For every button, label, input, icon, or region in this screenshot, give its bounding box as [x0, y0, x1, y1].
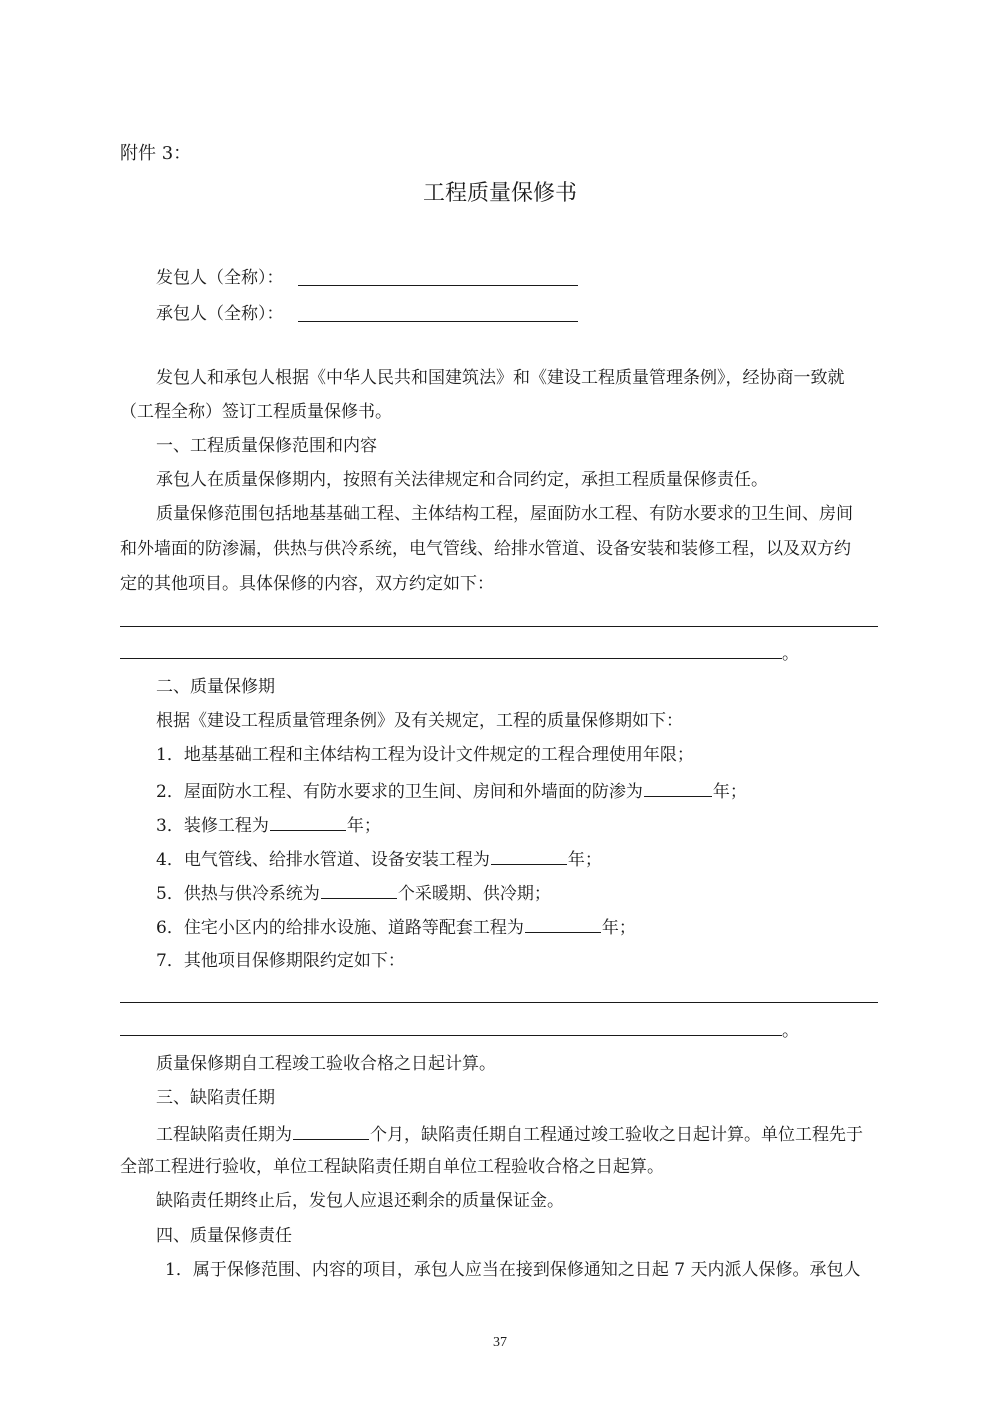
employer-name-blank[interactable] — [298, 285, 578, 286]
section3-paragraph-1 — [156, 1123, 863, 1145]
warranty-period-calc: 质量保修期自工程竣工验收合格之日起计算。 — [156, 1054, 496, 1074]
section4-heading: 四、质量保修责任 — [156, 1226, 292, 1246]
intro-line-2: （工程全称）签订工程质量保修书。 — [120, 402, 392, 422]
section2-end-mark: 。 — [782, 1021, 799, 1041]
section4-item-1: 1．属于保修范围、内容的项目，承包人应当在接到保修通知之日起 7 天内派人保修。承包人 — [165, 1260, 861, 1280]
section2-intro: 根据《建设工程质量管理条例》及有关规定，工程的质量保修期如下： — [156, 711, 683, 731]
warranty-item-2-suffix: 年； — [712, 782, 747, 802]
item-4-years-blank[interactable] — [491, 848, 567, 865]
warranty-item-3-text: 3．装修工程为 — [156, 816, 269, 836]
defect-months-blank[interactable] — [293, 1123, 369, 1140]
section2-other-blank-2[interactable] — [120, 1035, 782, 1036]
section2-heading: 二、质量保修期 — [156, 677, 275, 697]
item-5-periods-blank[interactable] — [321, 882, 397, 899]
section1-content-blank-2[interactable] — [120, 658, 782, 659]
intro-line-1: 发包人和承包人根据《中华人民共和国建筑法》和《建设工程质量管理条例》，经协商一致就 — [156, 368, 845, 388]
defect-period-text: 工程缺陷责任期为 — [156, 1125, 292, 1145]
warranty-item-2-text: 2．屋面防水工程、有防水要求的卫生间、房间和外墙面的防渗为 — [156, 782, 643, 802]
warranty-item-3 — [156, 814, 381, 836]
item-2-years-blank[interactable] — [644, 780, 712, 797]
employer-label: 发包人（全称）： — [156, 268, 284, 288]
item-3-years-blank[interactable] — [270, 814, 346, 831]
section1-end-mark: 。 — [782, 644, 799, 664]
attachment-label: 附件 3： — [120, 143, 192, 164]
item-6-years-blank[interactable] — [525, 916, 601, 933]
warranty-item-5-text: 5．供热与供冷系统为 — [156, 884, 320, 904]
section1-paragraph-2-line-2: 和外墙面的防渗漏，供热与供冷系统，电气管线、给排水管道、设备安装和装修工程，以及双方约 — [120, 539, 851, 559]
warranty-item-6-suffix: 年； — [601, 918, 636, 938]
warranty-item-4 — [156, 848, 602, 870]
section1-content-blank-1[interactable] — [120, 626, 878, 627]
warranty-item-1: 1．地基基础工程和主体结构工程为设计文件规定的工程合理使用年限； — [156, 745, 694, 765]
warranty-item-7: 7．其他项目保修期限约定如下： — [156, 951, 405, 971]
contractor-label: 承包人（全称）： — [156, 304, 284, 324]
document-title: 工程质量保修书 — [422, 181, 577, 206]
section2-other-blank-1[interactable] — [120, 1002, 878, 1003]
warranty-item-4-text: 4．电气管线、给排水管道、设备安装工程为 — [156, 850, 490, 870]
contractor-name-blank[interactable] — [298, 321, 578, 322]
section1-paragraph-1: 承包人在质量保修期内，按照有关法律规定和合同约定，承担工程质量保修责任。 — [156, 470, 768, 490]
section1-heading: 一、工程质量保修范围和内容 — [156, 436, 377, 456]
warranty-item-6 — [156, 916, 636, 938]
warranty-item-5 — [156, 882, 551, 904]
page-number: 37 — [493, 1335, 507, 1350]
section1-paragraph-2-line-1: 质量保修范围包括地基基础工程、主体结构工程，屋面防水工程、有防水要求的卫生间、房间 — [156, 504, 853, 524]
warranty-item-3-suffix: 年； — [346, 816, 381, 836]
section1-paragraph-2-line-3: 定的其他项目。具体保修的内容，双方约定如下： — [120, 574, 494, 594]
warranty-item-5-suffix: 个采暖期、供冷期； — [397, 884, 551, 904]
defect-period-suffix: 个月，缺陷责任期自工程通过竣工验收之日起计算。单位工程先于 — [370, 1125, 863, 1145]
warranty-item-4-suffix: 年； — [567, 850, 602, 870]
section3-paragraph-2: 缺陷责任期终止后，发包人应退还剩余的质量保证金。 — [156, 1191, 564, 1211]
section3-paragraph-1-line-2: 全部工程进行验收，单位工程缺陷责任期自单位工程验收合格之日起算。 — [120, 1157, 664, 1177]
section3-heading: 三、缺陷责任期 — [156, 1088, 275, 1108]
warranty-item-6-text: 6．住宅小区内的给排水设施、道路等配套工程为 — [156, 918, 524, 938]
warranty-item-2 — [156, 780, 747, 802]
